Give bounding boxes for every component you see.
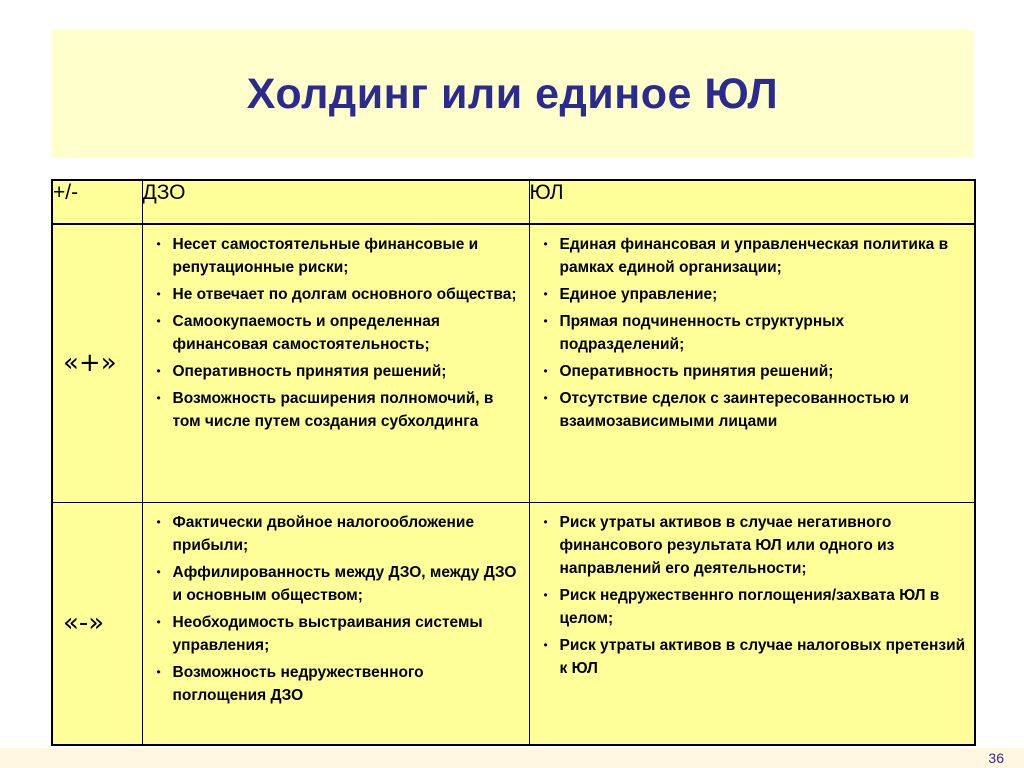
bullet-icon: • xyxy=(543,314,548,328)
list-item: • Несет самостоятельные финансовые и репутационные риски; xyxy=(157,233,521,279)
bullet-icon: • xyxy=(156,237,161,251)
slide-title: Холдинг или единое ЮЛ xyxy=(246,69,779,118)
bullet-icon: • xyxy=(543,587,548,602)
table-header-row xyxy=(52,180,975,224)
list-item: • Аффилированность между ДЗО, между ДЗО и основным обществом; xyxy=(157,561,521,607)
list-minus-yul xyxy=(530,503,975,680)
bullet-icon: • xyxy=(543,637,548,652)
list-minus-dzo xyxy=(143,503,529,707)
bullet-icon: • xyxy=(156,514,161,529)
bullet-icon: • xyxy=(156,314,161,328)
list-item: • Оперативность принятия решений; xyxy=(544,360,967,383)
list-item: • Единое управление; xyxy=(544,283,967,306)
list-item: • Отсутствие сделок с заинтересованностью и взаимозависимыми лицами xyxy=(544,387,967,433)
list-item: • Возможность расширения полномочий, в том числе путем создания субхолдинга xyxy=(157,387,521,433)
bullet-icon: • xyxy=(156,391,161,405)
list-item: • Риск недружественнго поглощения/захвата ЮЛ в целом; xyxy=(544,584,967,630)
header-dzo: ДЗО xyxy=(142,180,529,224)
bullet-icon: • xyxy=(543,237,548,251)
bullet-icon: • xyxy=(543,514,548,529)
cell-minus-dzo xyxy=(142,502,529,745)
bullet-icon: • xyxy=(156,564,161,579)
list-item: • Единая финансовая и управленческая политика в рамках единой организации; xyxy=(544,233,967,279)
list-plus-yul xyxy=(530,225,975,433)
footer-strip xyxy=(0,748,1024,768)
comparison-table xyxy=(51,179,976,746)
bullet-icon: • xyxy=(543,364,548,378)
list-item: • Риск утраты активов в случае негативного финансового результата ЮЛ или одного из направлений его деятельности; xyxy=(544,511,967,580)
bullet-icon: • xyxy=(156,614,161,629)
sign-plus: «+» xyxy=(52,224,142,502)
bullet-icon: • xyxy=(543,287,548,301)
header-yul: ЮЛ xyxy=(529,180,975,224)
list-item: • Прямая подчиненность структурных подразделений; xyxy=(544,310,967,356)
bullet-icon: • xyxy=(543,391,548,405)
list-item: • Риск утраты активов в случае налоговых претензий к ЮЛ xyxy=(544,634,967,680)
sign-minus: «-» xyxy=(52,502,142,745)
list-item: • Не отвечает по долгам основного общества; xyxy=(157,283,521,306)
page-number: 36 xyxy=(988,750,1004,766)
list-item: • Самоокупаемость и определенная финансовая самостоятельность; xyxy=(157,310,521,356)
list-item: • Оперативность принятия решений; xyxy=(157,360,521,383)
list-item: • Фактически двойное налогообложение прибыли; xyxy=(157,511,521,557)
header-sign: +/- xyxy=(52,180,142,224)
list-item: • Необходимость выстраивания системы управления; xyxy=(157,611,521,657)
bullet-icon: • xyxy=(156,664,161,679)
table-row-plus xyxy=(52,224,975,502)
list-plus-dzo xyxy=(143,225,529,433)
list-item: • Возможность недружественного поглощения ДЗО xyxy=(157,661,521,707)
cell-plus-yul xyxy=(529,224,975,502)
bullet-icon: • xyxy=(156,364,161,378)
bullet-icon: • xyxy=(156,287,161,301)
cell-plus-dzo xyxy=(142,224,529,502)
cell-minus-yul xyxy=(529,502,975,745)
table-row-minus xyxy=(52,502,975,745)
title-banner xyxy=(52,30,973,158)
